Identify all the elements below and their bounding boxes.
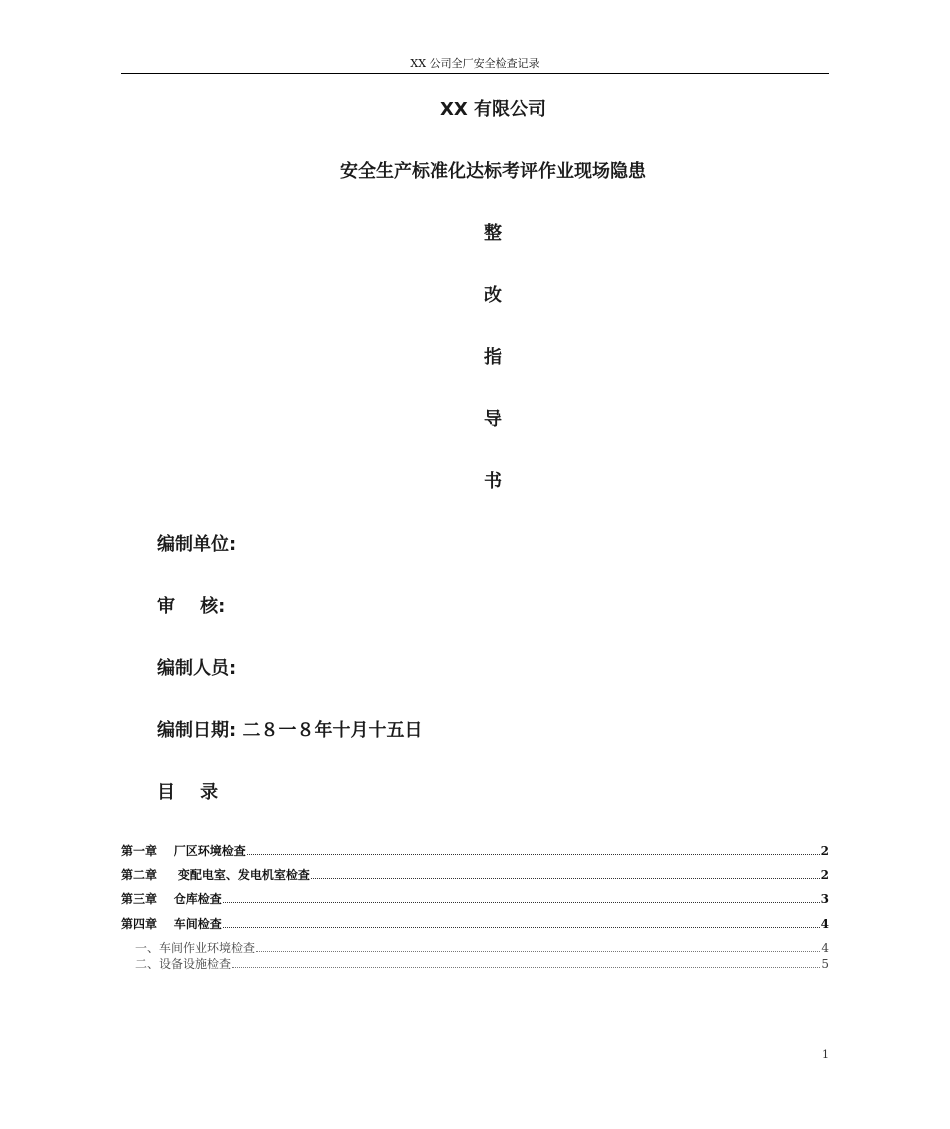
title-char-3: 指: [484, 347, 502, 368]
author-label: 编制人员:: [157, 658, 237, 679]
toc-entry-section-1[interactable]: [135, 941, 829, 955]
toc-entry-page: 2: [820, 844, 829, 858]
toc-leader: [223, 902, 820, 903]
toc-entry-page: 4: [820, 917, 829, 931]
toc-title: 目 录: [157, 782, 219, 803]
title-char-4: 导: [484, 409, 502, 430]
reviewer-label: 审 核:: [157, 596, 226, 617]
toc-entry-chapter-1[interactable]: [121, 843, 829, 859]
toc-entry-label: 第四章 车间检查: [121, 917, 222, 931]
page-header: XX 公司全厂安全检查记录: [410, 57, 540, 70]
company-name: XX 有限公司: [439, 99, 547, 120]
toc-leader: [311, 878, 820, 879]
document-subtitle: 安全生产标准化达标考评作业现场隐患: [340, 161, 646, 182]
title-char-2: 改: [484, 285, 502, 306]
toc-entry-chapter-2[interactable]: [121, 867, 829, 883]
page-number: 1: [822, 1048, 829, 1061]
toc-entry-page: 3: [820, 892, 829, 906]
toc-leader: [223, 927, 820, 928]
title-char-1: 整: [484, 223, 502, 244]
compile-date: 编制日期: 二８一８年十月十五日: [157, 720, 423, 741]
title-char-5: 书: [484, 471, 502, 492]
toc-entry-page: 4: [821, 941, 829, 955]
toc-entry-label: 第三章 仓库检查: [121, 892, 222, 906]
toc-entry-chapter-3[interactable]: [121, 891, 829, 907]
toc-entry-page: 2: [820, 868, 829, 882]
toc-leader: [256, 951, 820, 952]
toc-entry-label: 第二章 变配电室、发电机室检查: [121, 868, 310, 882]
toc-entry-label: 一、车间作业环境检查: [135, 941, 256, 955]
compiling-unit-label: 编制单位:: [157, 534, 237, 555]
toc-leader: [232, 967, 820, 968]
toc-entry-chapter-4[interactable]: [121, 916, 829, 932]
header-rule: [121, 73, 829, 74]
toc-entry-page: 5: [821, 957, 829, 971]
toc-entry-section-2[interactable]: [135, 957, 829, 971]
toc-entry-label: 第一章 厂区环境检查: [121, 844, 246, 858]
toc-leader: [247, 854, 820, 855]
toc-entry-label: 二、设备设施检查: [135, 957, 232, 971]
